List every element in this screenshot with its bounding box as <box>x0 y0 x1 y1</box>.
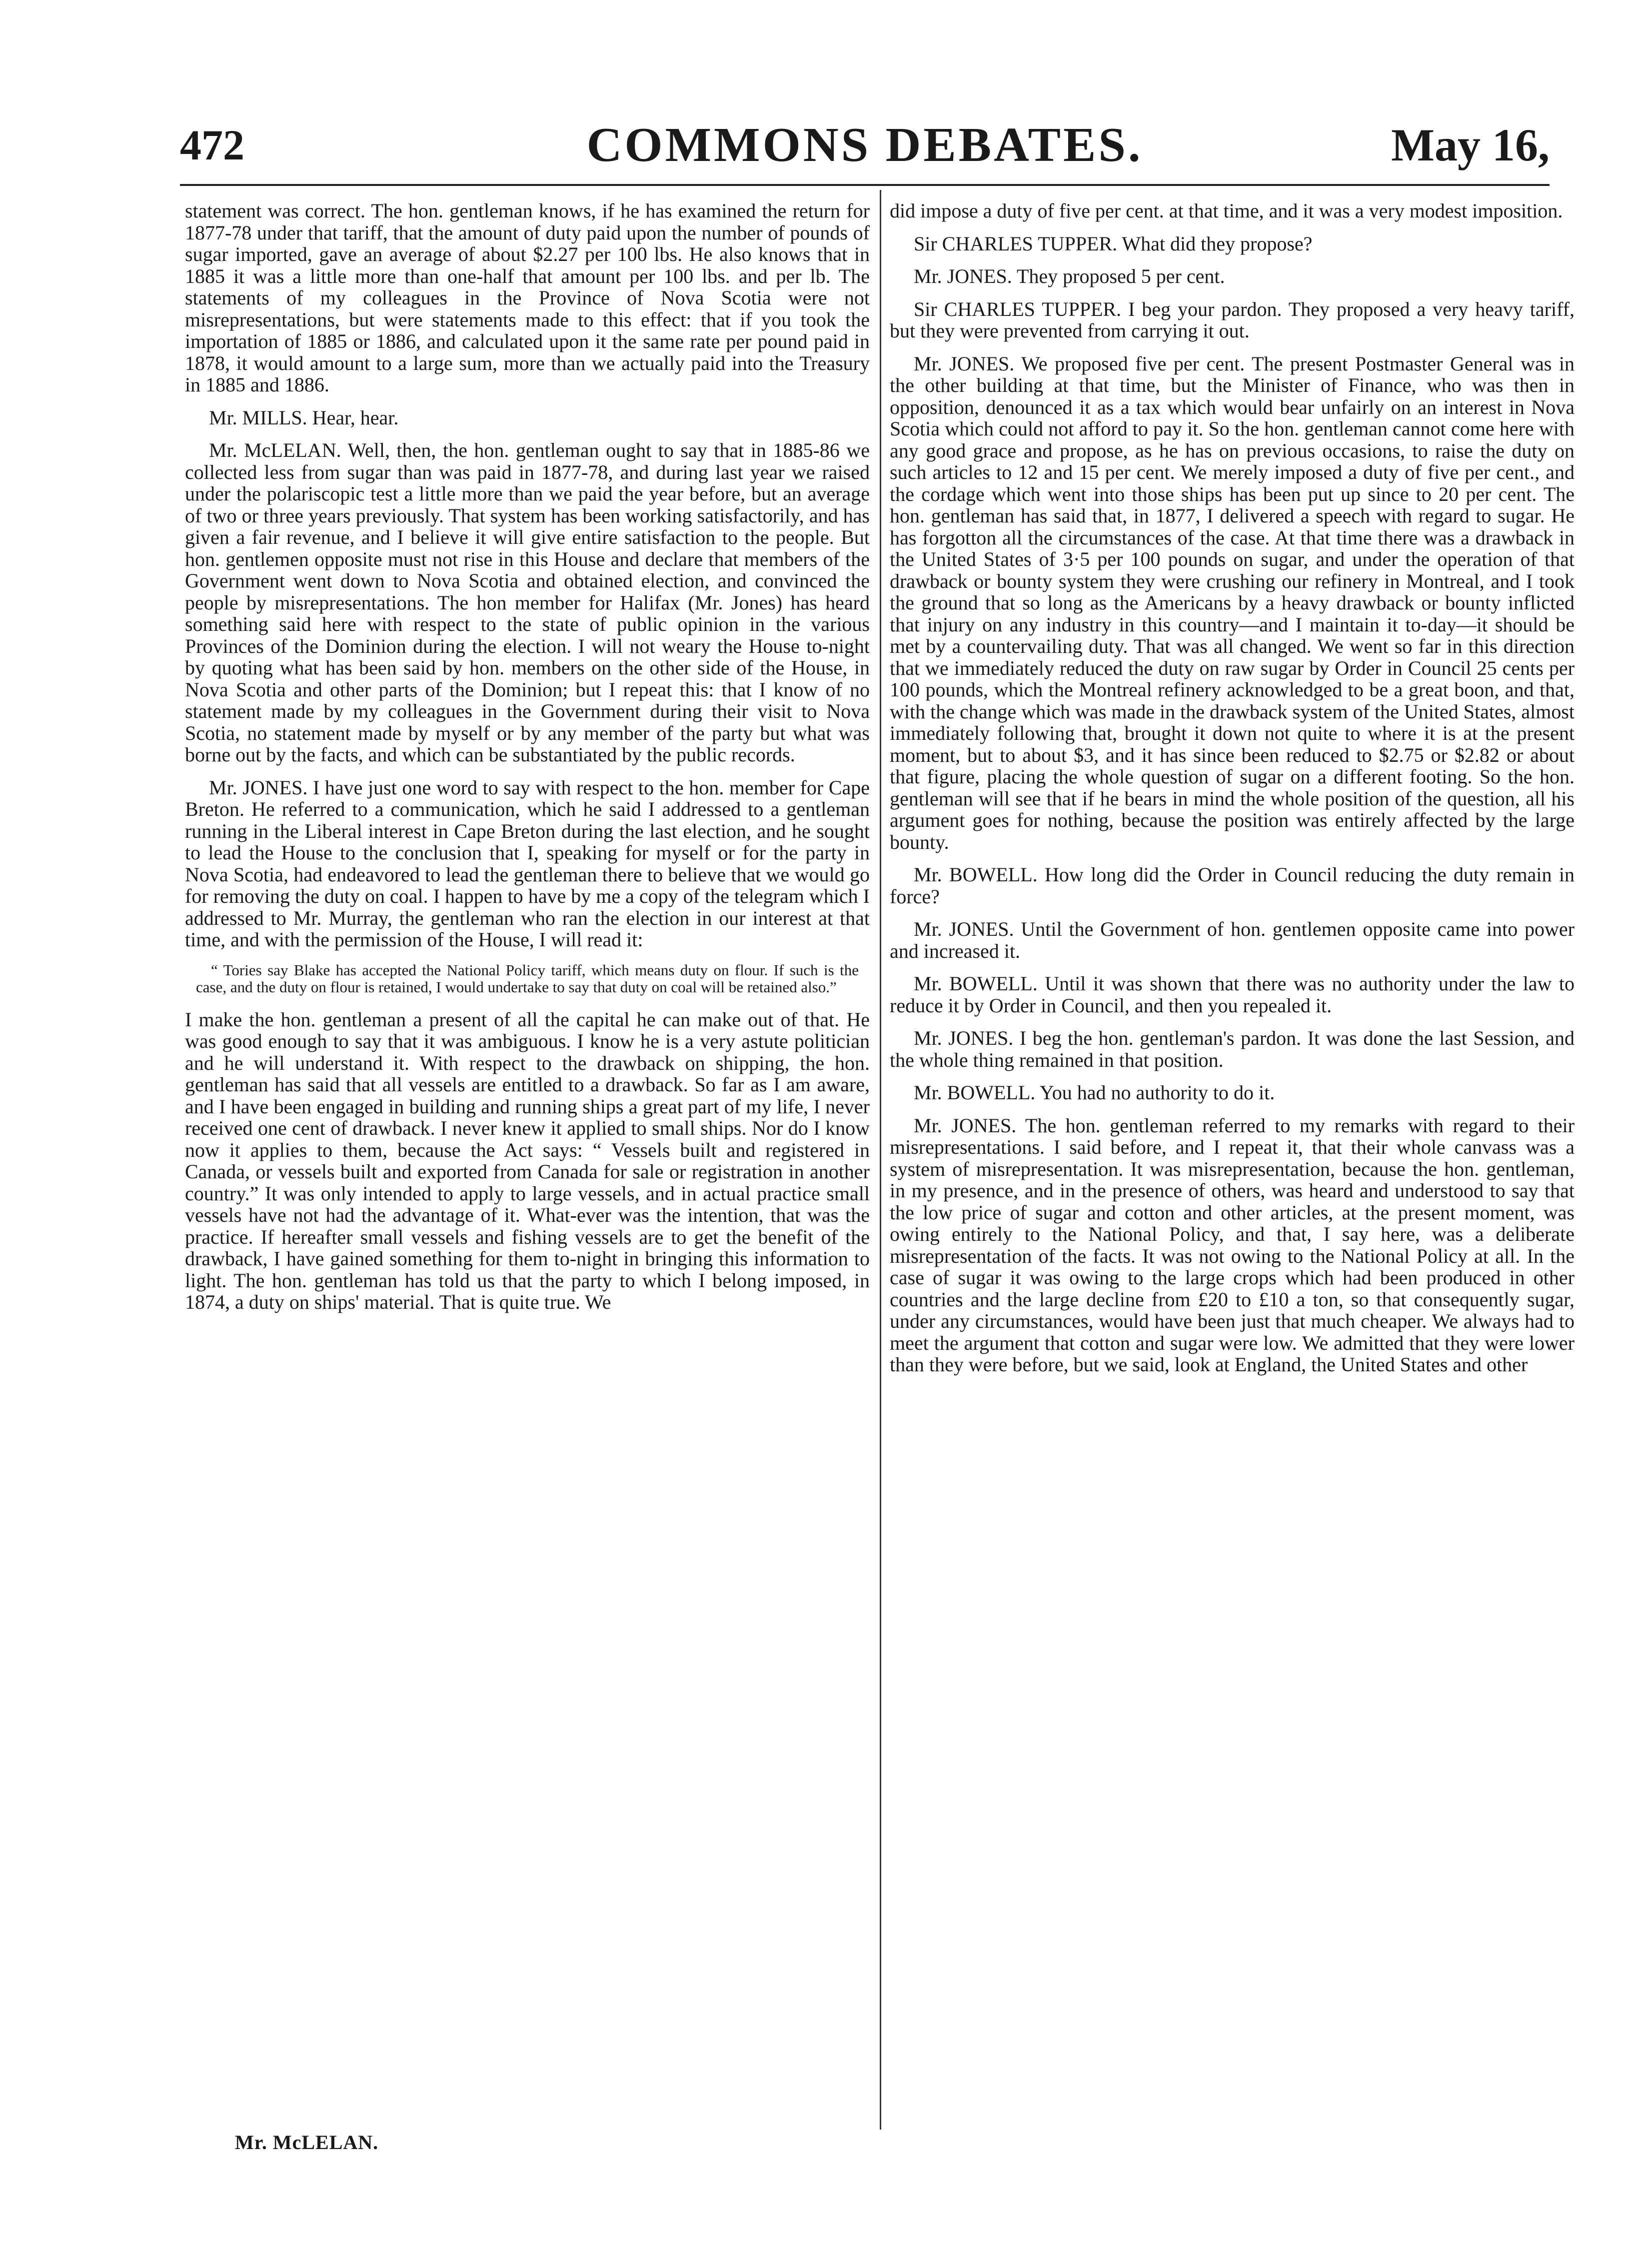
paragraph: Mr. BOWELL. You had no authority to do it. <box>914 1081 1275 1104</box>
page-date: May 16, <box>1391 119 1550 170</box>
right-column <box>890 200 1575 1387</box>
paragraph: Mr. JONES. They proposed 5 per cent. <box>914 265 1225 287</box>
paragraph: did impose a duty of five per cent. at that time, and it was a very modest imposition. <box>890 199 1563 222</box>
paragraph: Sir CHARLES TUPPER. What did they propose? <box>914 232 1313 255</box>
header-rule <box>180 184 1550 186</box>
page-header <box>180 112 1550 177</box>
paragraph: Sir CHARLES TUPPER. I beg your pardon. They proposed a very heavy tariff, but they were prevented from carrying it out. <box>890 297 1575 342</box>
paragraph: Mr. BOWELL. How long did the Order in Council reducing the duty remain in force? <box>890 863 1575 908</box>
paragraph: Mr. JONES. The hon. gentleman referred to my remarks with regard to their misrepresentations. I said before, and I repeat it, that their whole canvass was a system of misrepresentation. It was misrepresentation, because the hon. gentleman, in my presence, and in the presence of others, was heard and understood to say that the low price of sugar and cotton and other articles, at the present moment, was owing entirely to the National Policy, and that, I say here, was a deliberate misrepresentation of the facts. It was not owing to the National Policy at all. In the case of sugar it was owing to the large crops which had been produced in other countries and the large decline from £20 to £10 a ton, so that consequently sugar, under any circumstances, would have been just that much cheaper. We always had to meet the argument that cotton and sugar were low. We admitted that they were lower than they were before, but we said, look at England, the United States and other <box>890 1114 1575 1376</box>
left-column <box>185 200 870 1324</box>
paragraph: Mr. MILLS. Hear, hear. <box>209 406 399 429</box>
quoted-telegram: “ Tories say Blake has accepted the National Policy tariff, which means duty on flour. If such is the case, and the duty on flour is retained, I would undertake to say that duty on coal will be retained also.” <box>196 961 859 996</box>
paragraph: Mr. JONES. I have just one word to say with respect to the hon. member for Cape Breton. He referred to a communication, which he said I addressed to a gentleman running in the Liberal interest in Cape Breton during the last election, and he sought to lead the House to the conclusion that I, speaking for myself or for the party in Nova Scotia, had endeavored to lead the gentleman there to believe that we would go for removing the duty on coal. I happen to have by me a copy of the telegram which I addressed to Mr. Murray, the gentleman who ran the election in our interest at that time, and with the permission of the House, I will read it: <box>185 776 870 951</box>
column-divider <box>880 190 881 2130</box>
paragraph: statement was correct. The hon. gentleman knows, if he has examined the return for 1877-78 under that tariff, that the amount of duty paid upon the number of pounds of sugar imported, gave an average of about $2.27 per 100 lbs. He also knows that in 1885 it was a little more than one-half that amount per 100 lbs. and per lb. The statements of my colleagues in the Province of Nova Scotia were not misrepresentations, but were statements made to this effect: that if you took the importation of 1885 or 1886, and calculated upon it the same rate per pound paid in 1878, it would amount to a large sum, more than we actually paid into the Treasury in 1885 and 1886. <box>185 199 870 396</box>
paragraph: Mr. JONES. Until the Government of hon. gentlemen opposite came into power and increased it. <box>890 918 1575 962</box>
paragraph: I make the hon. gentleman a present of all the capital he can make out of that. He was good enough to say that it was ambiguous. I know he is a very astute politician and he will understand it. With respect to the drawback on shipping, the hon. gentleman has said that all vessels are entitled to a drawback. So far as I am aware, and I have been engaged in building and running ships a great part of my life, I never received one cent of drawback. I never knew it applied to small ships. Nor do I know now it applies to them, because the Act says: “ Vessels built and registered in Canada, or vessels built and exported from Canada for sale or registration in another country.” It was only intended to apply to large vessels, and in actual practice small vessels have not had the advantage of it. What-ever was the intention, that was the practice. If hereafter small vessels and fishing vessels are to get the benefit of the drawback, I have gained something for them to-night in bringing this information to light. The hon. gentleman has told us that the party to which I belong imposed, in 1874, a duty on ships' material. That is quite true. We <box>185 1008 870 1313</box>
page-number: 472 <box>180 121 244 169</box>
page-title: COMMONS DEBATES. <box>586 118 1143 172</box>
paragraph: Mr. McLELAN. Well, then, the hon. gentleman ought to say that in 1885-86 we collected less from sugar than was paid in 1877-78, and during last year we raised under the polariscopic test a little more than we paid the year before, but an average of two or three years previously. That system has been working satisfactorily, and has given a fair revenue, and I believe it will give entire satisfaction to the people. But hon. gentlemen opposite must not rise in this House and declare that members of the Government went down to Nova Scotia and obtained election, and convinced the people by misrepresentations. The hon member for Halifax (Mr. Jones) has heard something said here with respect to the state of public opinion in the various Provinces of the Dominion during the election. I will not weary the House to-night by quoting what has been said by hon. members on the other side of the House, in Nova Scotia and other parts of the Dominion; but I repeat this: that I know of no statement made by my colleagues in the Government during their visit to Nova Scotia, no statement made by myself or by any member of the party but what was borne out by the facts, and which can be substantiated by the public records. <box>185 439 870 766</box>
paragraph: Mr. BOWELL. Until it was shown that there was no authority under the law to reduce it by Order in Council, and then you repealed it. <box>890 972 1575 1017</box>
paragraph: Mr. JONES. I beg the hon. gentleman's pardon. It was done the last Session, and the whole thing remained in that position. <box>890 1027 1575 1071</box>
footer-catchword: Mr. McLELAN. <box>235 2131 379 2154</box>
paragraph: Mr. JONES. We proposed five per cent. The present Postmaster General was in the other building at that time, but the Minister of Finance, who was then in opposition, denounced it as a tax which would bear unfairly on an interest in Nova Scotia which could not afford to pay it. So the hon. gentleman cannot come here with any good grace and propose, as he has on previous occasions, to raise the duty on such articles to 12 and 15 per cent. We merely imposed a duty of five per cent., and the cordage which went into those ships has been put up since to 20 per cent. The hon. gentleman has said that, in 1877, I delivered a speech with regard to sugar. He has forgotton all the circumstances of the case. At that time there was a drawback in the United States of 3·5 per 100 pounds on sugar, and under the operation of that drawback or bounty system they were crushing our refinery in Montreal, and I took the ground that so long as the Americans by a heavy drawback or bounty inflicted that injury on any industry in this country—and I maintain it to-day—it should be met by a countervailing duty. That was all changed. We went so far in this direction that we immediately reduced the duty on raw sugar by Order in Council 25 cents per 100 pounds, which the Montreal refinery acknowledged to be a great boon, and that, with the change which was made in the drawback system of the United States, almost immediately following that, brought it down not quite to where it is at the present moment, but to about $3, and it has since been reduced to $2.75 or $2.82 or about that figure, placing the whole question of sugar on a different footing. So the hon. gentleman will see that if he bears in mind the whole position of the question, all his argument goes for nothing, because the position was entirely affected by the large bounty. <box>890 352 1575 853</box>
